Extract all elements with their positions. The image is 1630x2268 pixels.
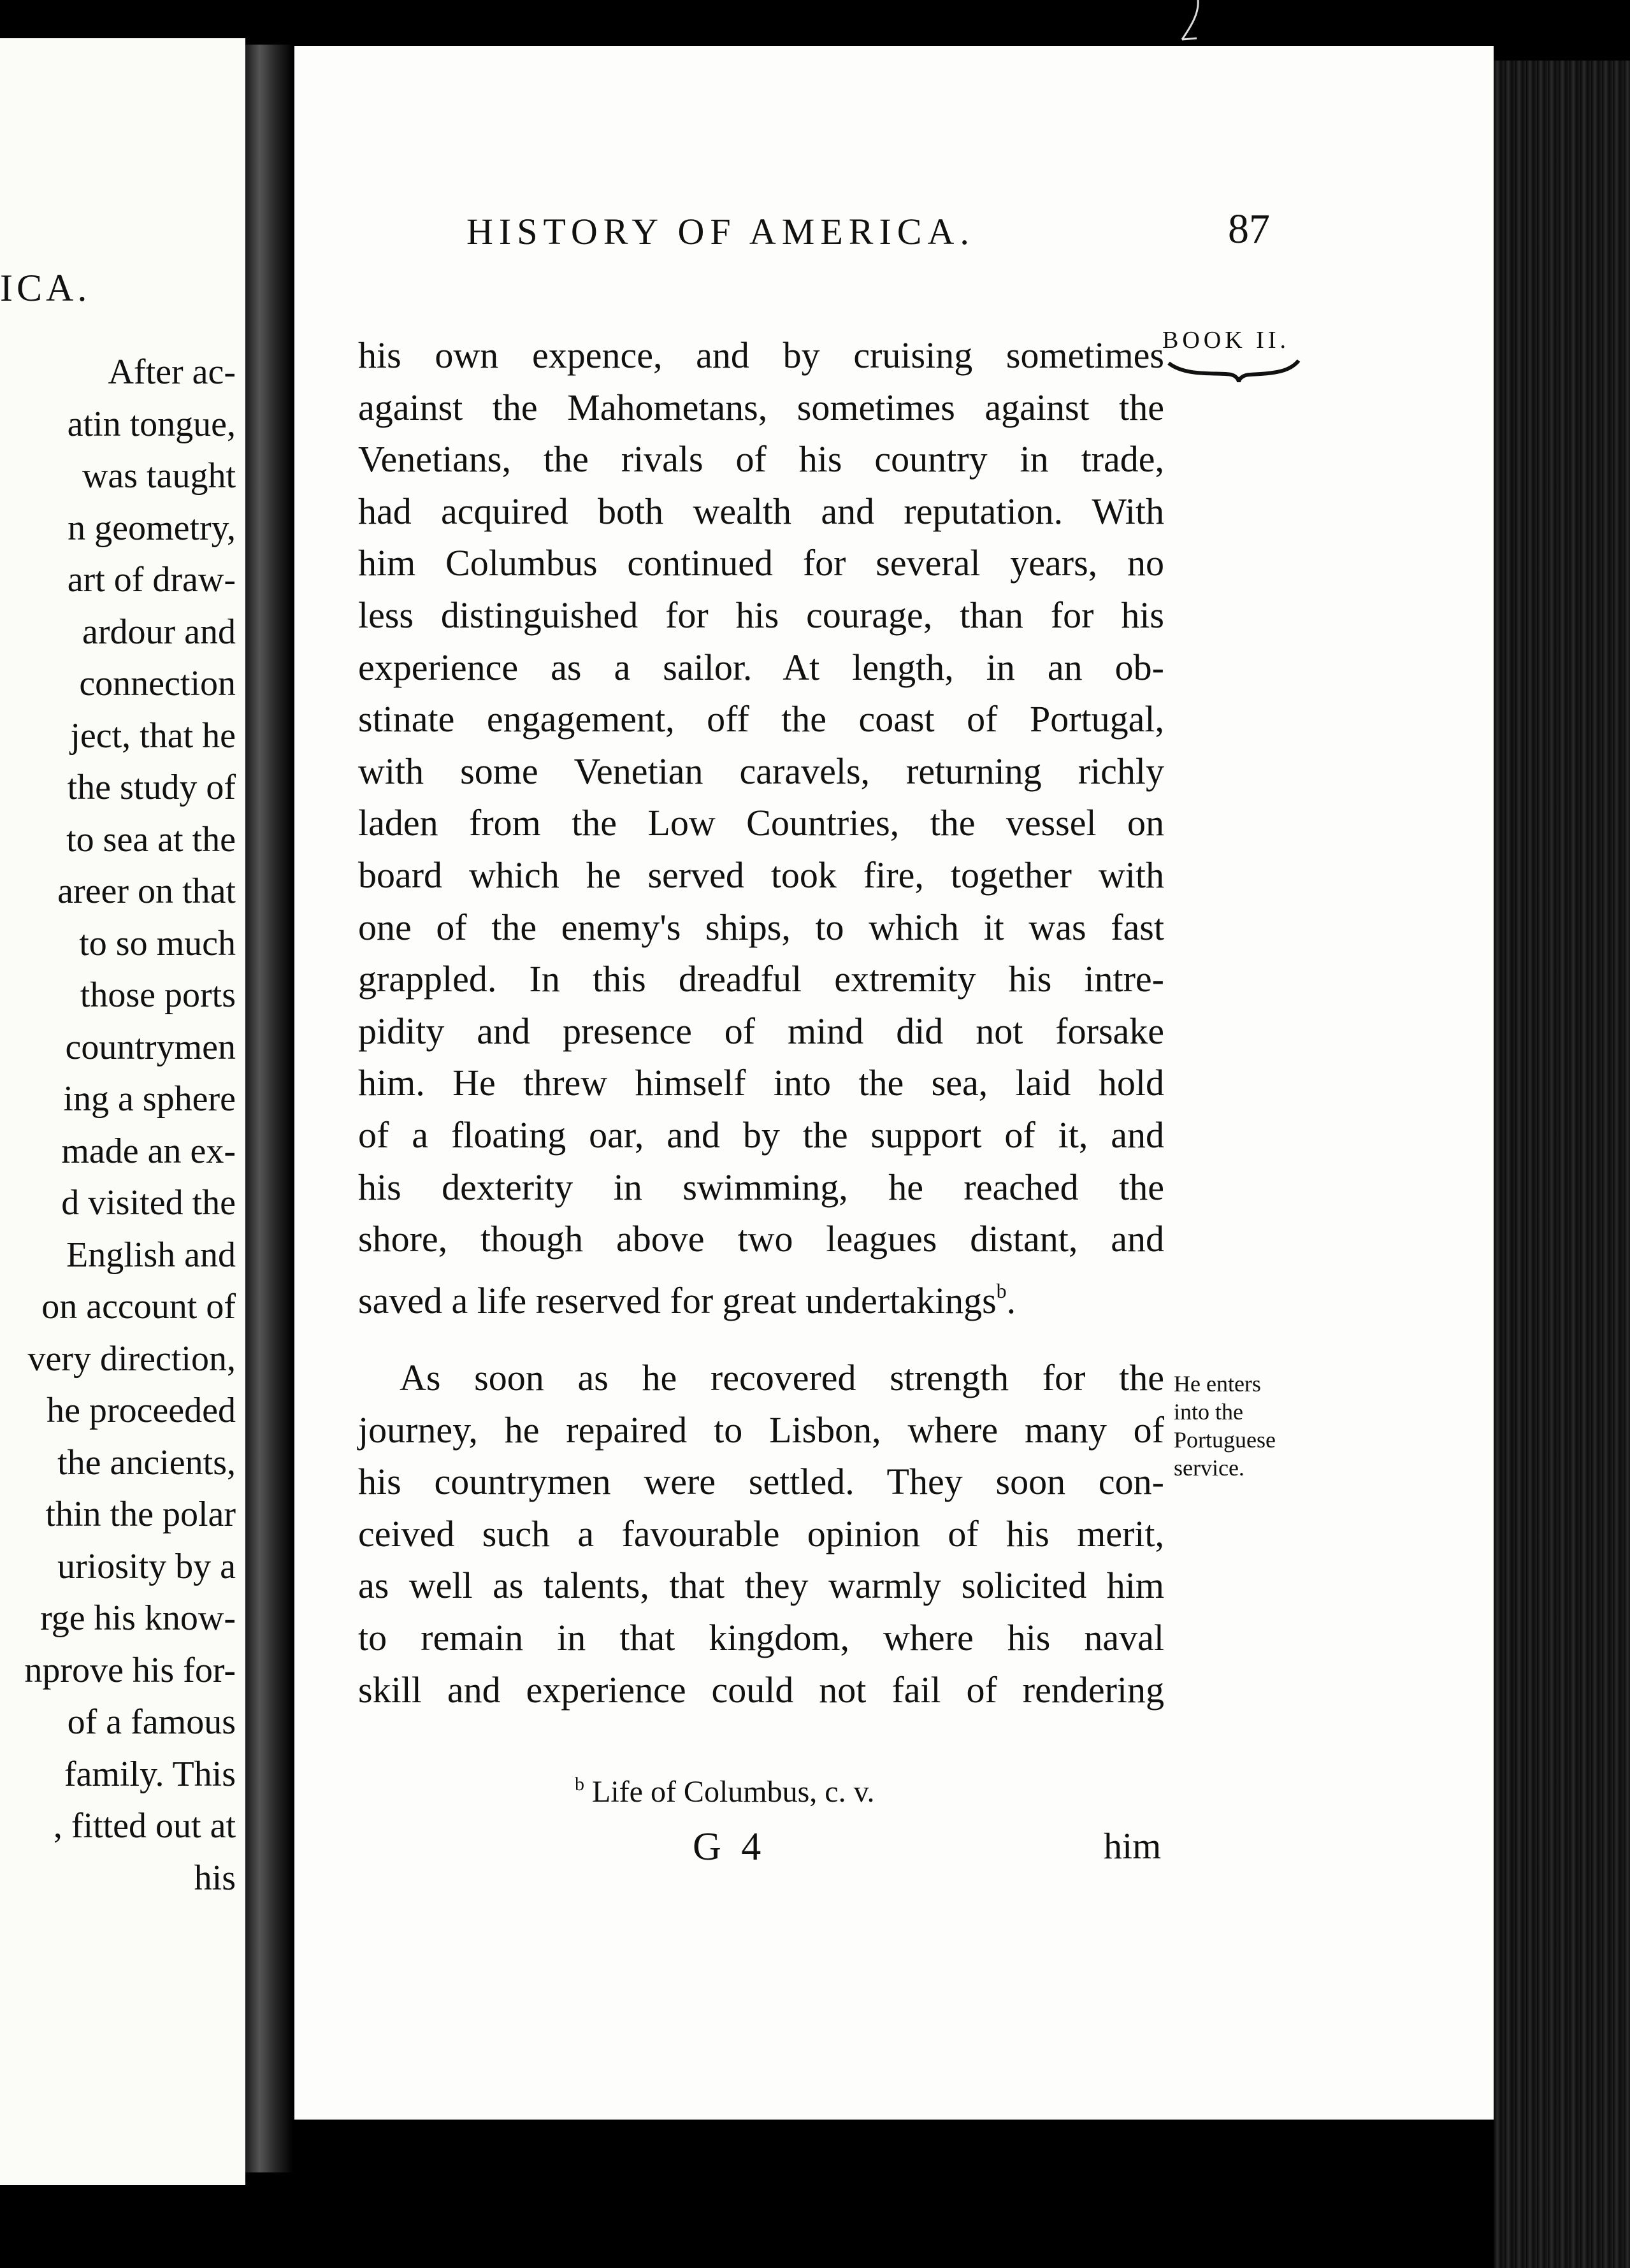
text-line: As soon as he recovered strength for the xyxy=(400,1357,1164,1398)
left-line: ing a sphere xyxy=(63,1079,236,1119)
margin-mark xyxy=(1179,0,1217,45)
text-line: ceived such a favourable opinion of his merit, xyxy=(358,1512,1164,1554)
main-page xyxy=(294,46,1494,2120)
page-number: 87 xyxy=(1228,206,1270,252)
paragraph-1 xyxy=(358,329,1164,1321)
text-line: one of the enemy's ships, to which it was fast xyxy=(358,906,1164,948)
text-line: his countrymen were settled. They soon con- xyxy=(358,1461,1164,1503)
margin-note-line: Portuguese xyxy=(1174,1427,1276,1453)
text-line: less distinguished for his courage, than for his xyxy=(358,594,1164,636)
left-line: his xyxy=(194,1858,236,1898)
left-line: very direction, xyxy=(27,1339,236,1379)
book-gutter xyxy=(245,45,293,2172)
footnote-reference: b xyxy=(996,1279,1007,1302)
left-line: connection xyxy=(79,664,236,703)
book-label: BOOK II. xyxy=(1162,327,1290,354)
page-edges xyxy=(1494,61,1630,2268)
running-head: HISTORY OF AMERICA. xyxy=(466,211,975,252)
left-line: of a famous xyxy=(67,1702,236,1742)
left-line: to so much xyxy=(79,923,236,963)
line-end-punctuation: . xyxy=(1006,1279,1016,1321)
paragraph-2 xyxy=(358,1352,1164,1716)
left-line: After ac- xyxy=(108,352,236,392)
text-line: pidity and presence of mind did not forsake xyxy=(358,1010,1164,1052)
text-line: his own expence, and by cruising sometimes xyxy=(358,334,1164,376)
left-line: English and xyxy=(66,1235,236,1275)
text-line: had acquired both wealth and reputation. With xyxy=(358,490,1164,532)
left-line: to sea at the xyxy=(66,819,236,859)
text-line: shore, though above two leagues distant, and xyxy=(358,1218,1164,1260)
left-line: the study of xyxy=(67,768,236,807)
left-line: thin the polar xyxy=(45,1495,236,1534)
text-line: him Columbus continued for several years, no xyxy=(358,542,1164,584)
text-line: his dexterity in swimming, he reached the xyxy=(358,1166,1164,1208)
left-line: nprove his for- xyxy=(24,1650,236,1690)
text-line: journey, he repaired to Lisbon, where many of xyxy=(358,1409,1164,1451)
left-page xyxy=(0,38,245,2185)
left-line: on account of xyxy=(41,1287,236,1326)
text-line: of a floating oar, and by the support of it, and xyxy=(358,1114,1164,1156)
left-running-head: ICA. xyxy=(0,267,91,309)
left-line: rge his know- xyxy=(40,1598,236,1638)
margin-note-line: He enters xyxy=(1174,1371,1261,1396)
left-page-text xyxy=(0,347,236,1904)
text-line: as well as talents, that they warmly solicited him xyxy=(358,1565,1164,1607)
text-line: board which he served took fire, together with xyxy=(358,854,1164,896)
left-line: family. This xyxy=(64,1754,236,1794)
left-line: he proceeded xyxy=(47,1391,236,1430)
text-line: skill and experience could not fail of rendering xyxy=(358,1669,1164,1711)
left-line: was taught xyxy=(82,456,236,496)
text-line: laden from the Low Countries, the vessel on xyxy=(358,802,1164,844)
catchword: him xyxy=(1104,1825,1162,1867)
left-line: , fitted out at xyxy=(53,1806,236,1846)
text-line-last xyxy=(358,1265,1164,1321)
left-line: the ancients, xyxy=(57,1442,236,1482)
text-line: experience as a sailor. At length, in an ob- xyxy=(358,646,1164,688)
left-line: those ports xyxy=(80,975,236,1015)
left-line: art of draw- xyxy=(67,560,236,599)
left-line: atin tongue, xyxy=(67,404,236,444)
left-line: uriosity by a xyxy=(57,1546,236,1586)
left-line: ardour and xyxy=(82,612,236,652)
left-line: areer on that xyxy=(57,872,236,911)
margin-note xyxy=(1174,1370,1276,1482)
left-line: d visited the xyxy=(61,1183,236,1223)
left-line: ject, that he xyxy=(70,715,236,756)
footnote-mark: b xyxy=(575,1774,584,1795)
text-line: to remain in that kingdom, where his naval xyxy=(358,1616,1164,1658)
margin-note-line: into the xyxy=(1174,1399,1243,1425)
left-line: made an ex- xyxy=(61,1131,236,1171)
text-line: Venetians, the rivals of his country in trade, xyxy=(358,438,1164,480)
brace-ornament xyxy=(1167,358,1301,384)
text-line: against the Mahometans, sometimes against the xyxy=(358,386,1164,428)
signature-mark: G 4 xyxy=(693,1825,767,1869)
text-line: with some Venetian caravels, returning richly xyxy=(358,750,1164,792)
text-line: grappled. In this dreadful extremity his intre- xyxy=(358,958,1164,1000)
text-line: him. He threw himself into the sea, laid hold xyxy=(358,1062,1164,1104)
text-line: saved a life reserved for great undertakings xyxy=(358,1279,997,1321)
text-line: stinate engagement, off the coast of Portugal, xyxy=(358,698,1164,740)
left-line: n geometry, xyxy=(68,508,236,548)
margin-note-line: service. xyxy=(1174,1455,1244,1481)
footnote xyxy=(575,1774,874,1809)
footnote-text: Life of Columbus, c. v. xyxy=(592,1775,875,1809)
left-line: countrymen xyxy=(65,1027,236,1067)
